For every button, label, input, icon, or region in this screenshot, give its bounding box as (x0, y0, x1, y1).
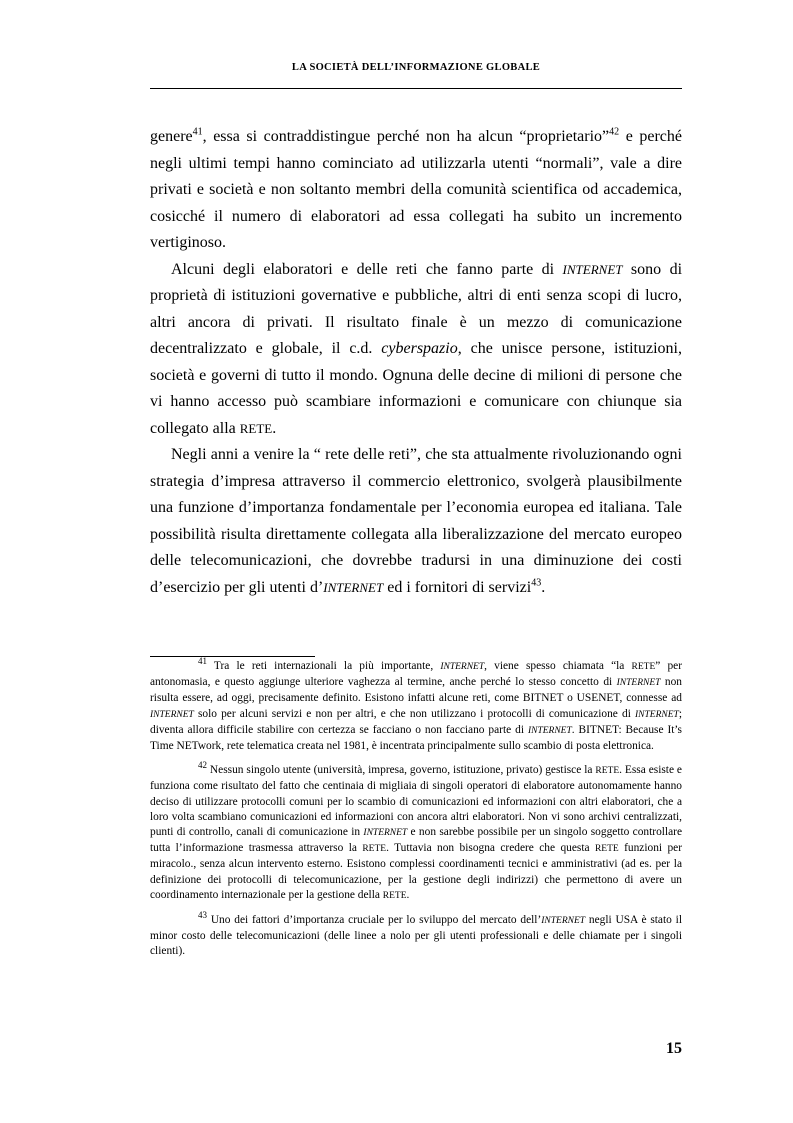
header-rule (150, 88, 682, 89)
term-cyberspazio: cyberspazio (381, 340, 458, 357)
footnote-43: $^{43}$ Uno dei fattori d’importanza cruciale per lo sviluppo del mercato dell’INTERNET negli USA è stato il minor costo delle telecomunicazioni (delle linee a nolo per gli utenti professionali e delle chiamate per i singoli clienti). (150, 910, 682, 958)
paragraph-3: Negli anni a venire la “ rete delle reti”, che sta attualmente rivoluzionando ogni strategia d’impresa attraverso il commercio elettronico, svolgerà plausibilmente una funzione d’importanza fondamentale per l’economia europea ed italiana. Tale possibilità risulta direttamente collegata alla liberalizzazione del mercato europeo delle telecomunicazioni, che dovrebbe tradursi in una diminuzione dei costi d’esercizio per gli utenti d’INTERNET ed i fornitori di servizi$^{43}$. (150, 446, 682, 596)
footnote-ref-42[interactable]: 42 (609, 126, 620, 138)
main-text (150, 124, 682, 601)
term-rete: RETE (239, 420, 273, 436)
footnote-number: 42 (198, 760, 207, 771)
page-number: 15 (666, 1040, 682, 1057)
paragraph-2: Alcuni degli elaboratori e delle reti che fanno parte di INTERNET sono di proprietà di istituzioni governative e pubbliche, altri di enti senza scopi di lucro, altri ancora di privati. Il risultato finale è un mezzo di comunicazione decentralizzato e globale, il c.d. cyberspazio, che unisce persone, istituzioni, società e governi di tutto il mondo. Ognuna delle decine di milioni di persone che vi hanno accesso può scambiare informazioni e comunicare con chiunque sia collegato alla RETE. (150, 260, 683, 437)
footnote-number: 43 (198, 910, 207, 921)
footnote-41: $^{41}$ Tra le reti internazionali la più importante, INTERNET, viene spesso chiamata “la RETE” per antonomasia, e questo aggiunge ulteriore vaghezza al termine, anche perché lo stesso concetto di INTERNET non risulta essere, ad oggi, precisamente definito. Esistono infatti alcune reti, come BITNET o USENET, connesse ad INTERNET solo per alcuni servizi e non per altri, e che non utilizzano i protocolli di comunicazione di INTERNET; diventa allora difficile stabilire con certezza se facciano o non facciano parte di INTERNET. BITNET: Because It’s Time NETwork, rete telematica creata nel 1981, è incentrata principalmente sullo scambio di posta elettronica. (150, 656, 682, 753)
footnote-separator (150, 656, 315, 657)
term-internet: INTERNET (562, 261, 623, 277)
paragraph-1: genere$^{41}$, essa si contraddistingue perché non ha alcun “proprietario”$^{42}$ e perché negli ultimi tempi hanno cominciato ad utilizzarla utenti “normali”, vale a dire privati e società e non soltanto membri della comunità scientifica od accademica, cosicché il numero di elaboratori ad essa collegati ha subito un incremento vertiginoso. (150, 126, 682, 251)
footnote-ref-43[interactable]: 43 (531, 577, 542, 589)
footnote-number: 41 (198, 656, 207, 667)
footnote-ref-41[interactable]: 41 (192, 126, 203, 138)
footnote-42: $^{42}$ Nessun singolo utente (università, impresa, governo, istituzione, privato) gestisce la RETE. Essa esiste e funziona come risultato del fatto che centinaia di migliaia di singoli operatori di elaboratore autonomamente hanno deciso di utilizzare protocolli comuni per lo scambio di comunicazioni ed informazioni con altri elaboratori, che a loro volta scambiano comunicazioni ed informazioni con ancora altri elaboratori. Non vi sono archivi centralizzati, punti di controllo, canali di comunicazione in INTERNET e non sarebbe possibile per un singolo soggetto controllare tutta l’informazione trasmessa attraverso la RETE. Tuttavia non bisogna credere che questa RETE funzioni per miracolo., senza alcun intervento esterno. Esistono complessi coordinamenti tecnici e amministrativi (ad es. per la definizione dei protocolli di telecomunicazione, per la gestione degli indirizzi) che permettono di avere un coordinamento internazionale per la gestione della RETE. (150, 760, 683, 901)
running-header: LA SOCIETÀ DELL’INFORMAZIONE GLOBALE (291, 62, 541, 73)
footnotes (150, 656, 683, 969)
term-internet: INTERNET (323, 579, 384, 595)
